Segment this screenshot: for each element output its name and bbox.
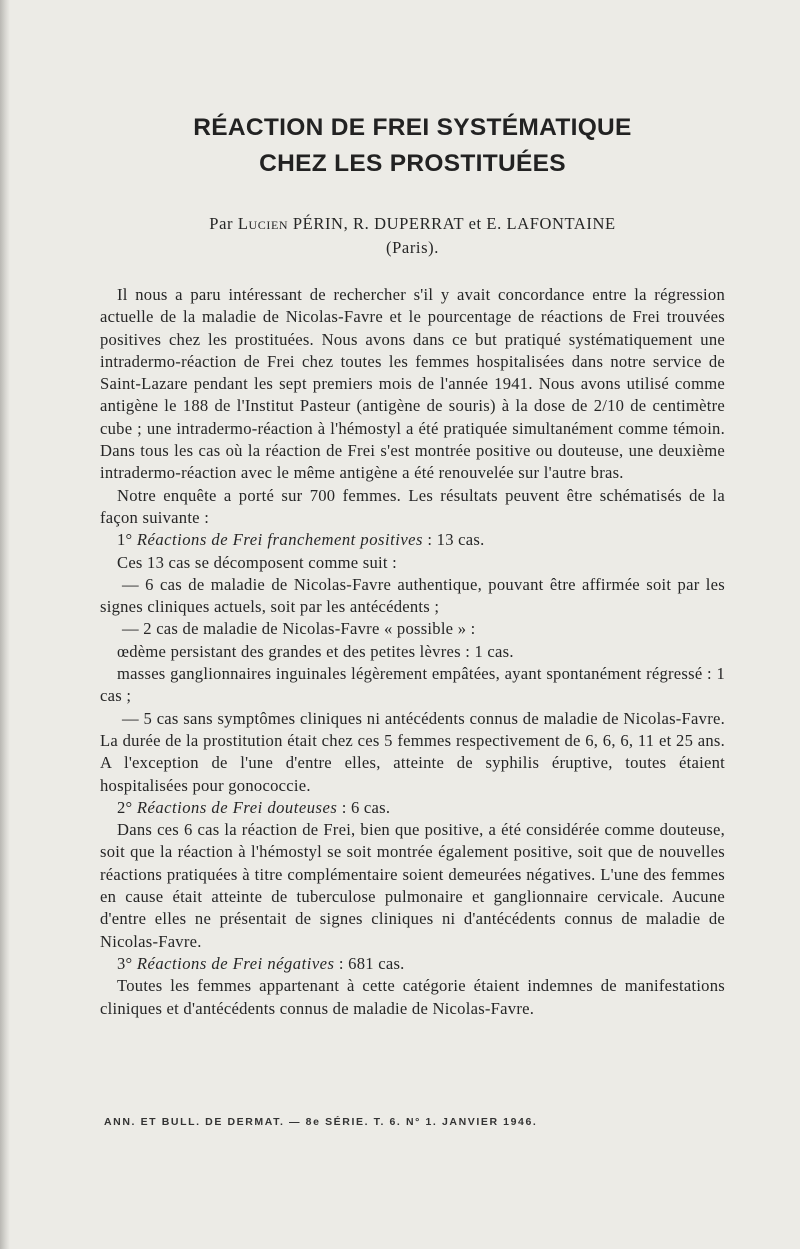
section-2-heading: 2° Réactions de Frei douteuses : 6 cas. [117,797,391,817]
journal-citation-footer: ANN. ET BULL. DE DERMAT. — 8e SÉRIE. T. 6. N° 1. JANVIER 1946. [104,1116,538,1128]
article-body [100,284,725,1020]
title-line-2: CHEZ LES PROSTITUÉES [259,150,566,177]
section-1-item-b: — 2 cas de maladie de Nicolas-Favre « possible » : [122,619,476,639]
section-1-item-c: — 5 cas sans symptômes cliniques ni antécédents connus de maladie de Nicolas-Favre. La durée de la prostitution était chez ces 5 femmes respectivement de 6, 6, 6, 11 et 25 ans. A l'exception de l'une d'entre elles, atteinte de syphilis éruptive, toutes étaient hospitalisées pour gonococcie. [100,708,725,795]
section-1-count: : 13 cas. [427,530,485,550]
section-1-breakdown: Ces 13 cas se décomposent comme suit : [117,552,398,572]
section-2-title: Réactions de Frei douteuses [136,797,338,817]
page-binding-edge [0,0,10,1249]
article [100,110,725,1020]
section-3-title: Réactions de Frei négatives [136,953,335,973]
author-city: (Paris). [386,238,439,257]
section-3-count: : 681 cas. [338,953,405,973]
section-2-count: : 6 cas. [341,797,391,817]
section-1-item-a: — 6 cas de maladie de Nicolas-Favre authentique, pouvant être affirmée soit par les signes cliniques actuels, soit par les antécédents ; [100,574,725,617]
section-3-body: Toutes les femmes appartenant à cette catégorie étaient indemnes de manifestations cliniques et d'antécédents connus de maladie de Nicolas-Favre. [100,976,725,1018]
section-3-heading: 3° Réactions de Frei négatives : 681 cas. [117,953,405,973]
author-names: PÉRIN, R. DUPERRAT et E. LAFONTAINE [292,214,616,233]
author-first-name: Lucien [237,214,289,233]
article-title [100,110,725,182]
section-1-title: Réactions de Frei franchement positives [136,530,424,550]
intro-paragraph: Il nous a paru intéressant de rechercher s'il y avait concordance entre la régression actuelle de la maladie de Nicolas-Favre et le pourcentage de réactions de Frei trouvées positives chez les prostituées. Nous avons dans ce but pratiqué systématiquement une intradermo-réaction de Frei chez toutes les femmes hospitalisées dans notre service de Saint-Lazare pendant les sept premiers mois de l'année 1941. Nous avons utilisé comme antigène le 188 de l'Institut Pasteur (antigène de souris) à la dose de 2/10 de centimètre cube ; une intradermo-réaction à l'hémostyl a été pratiquée simultanément comme témoin. Dans tous les cas où la réaction de Frei s'est montrée positive ou douteuse, une deuxième intradermo-réaction avec le même antigène a été renouvelée sur l'autre bras. [100,285,725,483]
section-1-item-b1: œdème persistant des grandes et des petites lèvres : 1 cas. [117,641,514,661]
author-byline [100,212,725,260]
survey-paragraph: Notre enquête a porté sur 700 femmes. Les résultats peuvent être schématisés de la façon suivante : [100,485,725,527]
section-1-item-b2: masses ganglionnaires inguinales légèrement empâtées, ayant spontanément régressé : 1 cas ; [100,664,725,706]
section-2-body: Dans ces 6 cas la réaction de Frei, bien que positive, a été considérée comme douteuse, soit que la réaction à l'hémostyl se soit montrée également positive, soit que de nouvelles réactions pratiquées à titre complémentaire soient demeurées négatives. L'une des femmes en cause était atteinte de tuberculose pulmonaire et ganglionnaire cervicale. Aucune d'entre elles ne présentait de signes cliniques ni d'antécédents connus de maladie de Nicolas-Favre. [100,820,725,951]
section-1-heading: 1° Réactions de Frei franchement positives : 13 cas. [117,530,485,550]
title-line-1: RÉACTION DE FREI SYSTÉMATIQUE [193,114,632,141]
byline-prefix: Par [209,214,234,233]
